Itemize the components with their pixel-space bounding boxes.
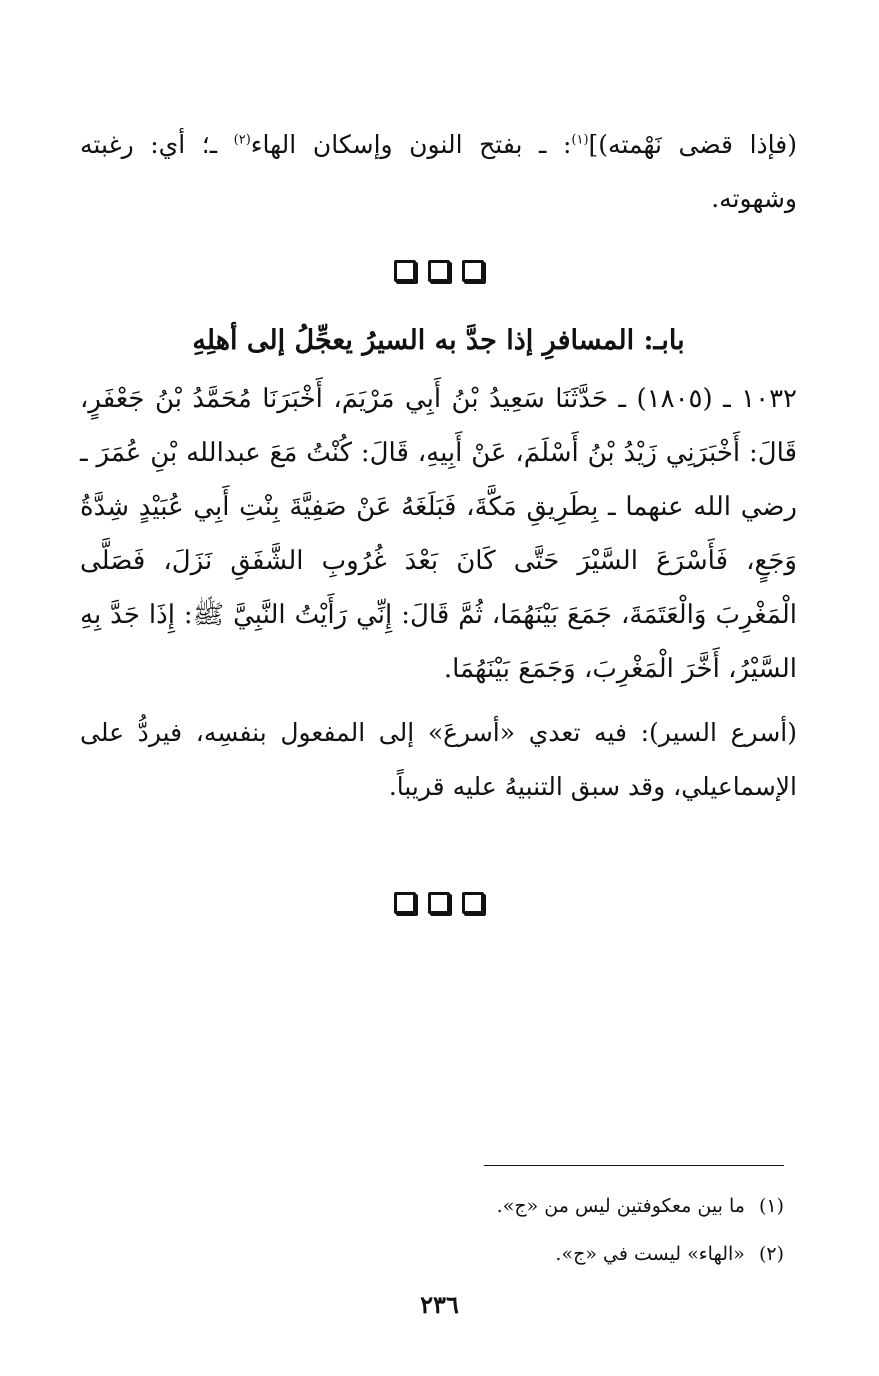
intro-text-a: (فإذا قضى نَهْمته)] <box>588 130 797 159</box>
intro-paragraph <box>80 118 797 226</box>
chapter-label: بابـ: <box>643 325 685 356</box>
footnote-text: «الهاء» ليست في «ج». <box>555 1243 745 1265</box>
footnote-divider <box>484 1165 784 1166</box>
separator-box-icon <box>428 892 450 914</box>
separator-box-icon <box>394 892 416 914</box>
footnote-ref-2[interactable]: (٢) <box>233 132 251 148</box>
footnotes <box>80 1182 784 1278</box>
hadith-body: ـ حَدَّثَنَا سَعِيدُ بْنُ أَبِي مَرْيَمَ، أَخْبَرَنَا مُحَمَّدُ بْنُ جَعْفَرٍ، قَالَ: أَخْبَرَنِي زَيْدُ بْنُ أَسْلَمَ، عَنْ أَبِيهِ، قَالَ: كُنْتُ مَعَ عبدالله بْنِ عُمَرَ ـ رضي الله عنهما ـ بِطَرِيقِ مَكَّةَ، فَبَلَغَهُ عَنْ صَفِيَّةَ بِنْتِ أَبِي عُبَيْدٍ شِدَّةُ وَجَعٍ، فَأَسْرَعَ السَّيْرَ حَتَّى كَانَ بَعْدَ غُرُوبِ الشَّفَقِ نَزَلَ، فَصَلَّى الْمَغْرِبَ وَالْعَتَمَةَ، جَمَعَ بَيْنَهُمَا، ثُمَّ قَالَ: إِنِّي رَأَيْتُ النَّبِيَّ ﷺ: إِذَا جَدَّ بِهِ السَّيْرُ، أَخَّرَ الْمَغْرِبَ، وَجَمَعَ بَيْنَهُمَا. <box>80 384 797 684</box>
hadith-number: ١٠٣٢ ـ (١٨٠٥) <box>636 384 797 414</box>
chapter-heading <box>80 316 797 366</box>
intro-text-c: ـ؛ أي: رغبته وشهوته. <box>80 130 797 213</box>
footnote-number: (١) <box>758 1195 784 1217</box>
footnote-item <box>80 1182 784 1230</box>
footnote-item <box>80 1230 784 1278</box>
page-body <box>80 118 797 914</box>
footnote-number: (٢) <box>758 1243 784 1265</box>
hadith-text <box>80 372 797 696</box>
intro-text-b: : ـ بفتح النون وإسكان الهاء <box>250 130 572 159</box>
separator-box-icon <box>394 260 416 282</box>
separator-box-icon <box>462 892 484 914</box>
section-separator <box>80 892 797 914</box>
footnote-ref-1[interactable]: (١) <box>571 132 589 148</box>
chapter-title: المسافرِ إذا جدَّ به السيرُ يعجِّلُ إلى أهلِهِ <box>192 325 644 356</box>
footnote-text: ما بين معكوفتين ليس من «ج». <box>496 1195 745 1217</box>
separator-box-icon <box>428 260 450 282</box>
page-number: ٢٣٦ <box>420 1290 459 1319</box>
separator-box-icon <box>462 260 484 282</box>
commentary-paragraph: (أسرع السير): فيه تعدي «أسرعَ» إلى المفعول بنفسِه، فيردُّ على الإسماعيلي، وقد سبق التنبيهُ عليه قريباً. <box>80 718 797 801</box>
section-separator <box>80 260 797 282</box>
